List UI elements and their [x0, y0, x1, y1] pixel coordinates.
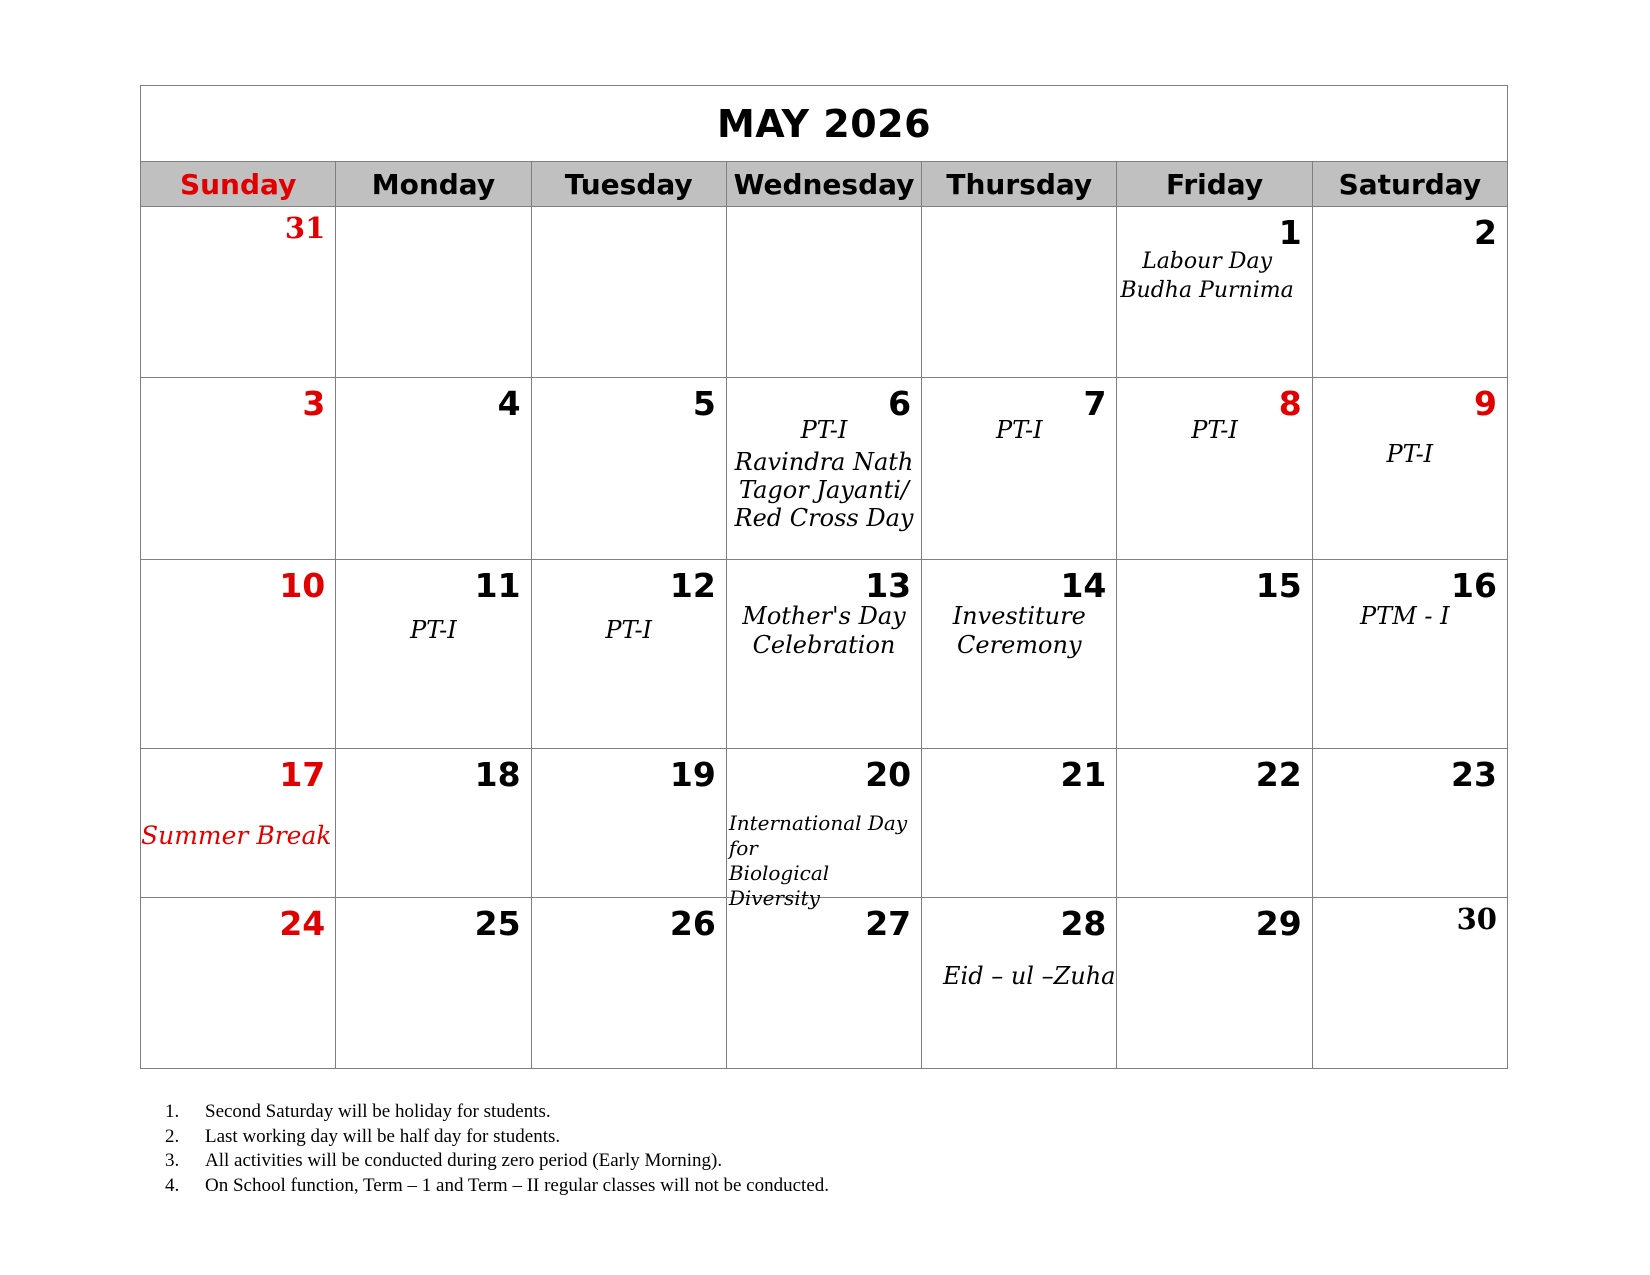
day-number: 5 [692, 384, 716, 423]
day-number: 25 [474, 904, 521, 943]
day-events [727, 416, 921, 532]
event-label: Labour Day [1142, 249, 1272, 274]
event-label: Summer Break [141, 821, 332, 850]
day-cell[interactable] [727, 378, 922, 559]
day-cell[interactable] [1117, 207, 1312, 377]
day-events [922, 602, 1116, 660]
event-label: Biological Diversity [728, 861, 830, 910]
day-cell[interactable] [1313, 378, 1507, 559]
note-item [165, 1149, 829, 1174]
day-events [532, 616, 726, 645]
note-text: All activities will be conducted during zero period (Early Morning). [205, 1150, 723, 1171]
note-item [165, 1174, 829, 1199]
day-cell[interactable] [1117, 378, 1312, 559]
weekday-sunday: Sunday [141, 162, 336, 206]
calendar-grid [141, 207, 1507, 1068]
day-events [1303, 602, 1507, 631]
day-number: 6 [888, 384, 912, 423]
day-number: 29 [1255, 904, 1302, 943]
day-cell[interactable] [141, 378, 336, 559]
day-cell[interactable] [141, 560, 336, 748]
event-label: PT-I [605, 616, 653, 644]
weekday-tuesday: Tuesday [532, 162, 727, 206]
day-number: 7 [1083, 384, 1107, 423]
day-events [942, 962, 1116, 991]
weekday-saturday: Saturday [1338, 167, 1482, 201]
day-cell[interactable] [141, 749, 336, 897]
week-row [141, 749, 1507, 910]
event-label: PT-I [1191, 416, 1238, 444]
week-row [141, 560, 1507, 749]
day-cell[interactable] [922, 560, 1117, 748]
day-number: 19 [669, 755, 716, 794]
day-number: 3 [302, 384, 326, 423]
day-cell[interactable] [336, 560, 531, 748]
day-events [1102, 247, 1311, 305]
day-cell[interactable] [1117, 898, 1312, 1068]
day-cell[interactable] [336, 207, 531, 377]
day-cell[interactable] [336, 898, 531, 1068]
day-events [922, 416, 1116, 445]
note-item [165, 1125, 829, 1150]
event-label: Eid – ul –Zuha [943, 962, 1116, 990]
note-number: 4. [165, 1174, 180, 1196]
calendar [140, 85, 1508, 1069]
day-cell[interactable] [922, 207, 1117, 377]
day-number: 12 [669, 566, 716, 605]
calendar-title: MAY 2026 [716, 101, 932, 146]
note-text: Second Saturday will be holiday for students. [205, 1101, 551, 1122]
week-row [141, 378, 1507, 560]
day-events [141, 821, 335, 850]
day-events [729, 811, 921, 911]
day-number: 14 [1060, 566, 1107, 605]
day-events [727, 602, 921, 660]
day-number: 18 [474, 755, 521, 794]
day-cell[interactable] [532, 207, 727, 377]
event-label: PT-I [995, 416, 1043, 444]
day-cell[interactable] [141, 898, 336, 1068]
event-label: PT-I [800, 416, 848, 444]
day-number: 1 [1278, 213, 1302, 252]
week-row [141, 898, 1507, 1068]
day-cell[interactable] [141, 207, 336, 377]
note-text: On School function, Term – 1 and Term – II regular classes will not be conducted. [205, 1174, 830, 1196]
day-cell[interactable] [1313, 898, 1507, 1068]
day-cell[interactable] [532, 560, 727, 748]
day-number: 13 [865, 566, 912, 605]
day-number: 28 [1060, 904, 1107, 943]
note-item [165, 1100, 829, 1125]
day-number: 21 [1060, 755, 1107, 794]
event-label: Tagor Jayanti/ [738, 476, 909, 504]
day-events [1117, 416, 1311, 445]
day-cell[interactable] [532, 898, 727, 1068]
day-cell[interactable] [922, 749, 1117, 897]
day-cell[interactable] [922, 378, 1117, 559]
day-number: 30 [1456, 902, 1497, 936]
event-label: Red Cross Day [734, 504, 914, 532]
note-number: 2. [165, 1125, 180, 1147]
weekday-wednesday: Wednesday [727, 162, 922, 206]
event-label: PTM - I [1360, 602, 1450, 630]
day-cell[interactable] [922, 898, 1117, 1068]
note-text: Last working day will be half day for students. [205, 1125, 561, 1147]
day-cell[interactable] [1117, 749, 1312, 897]
day-cell[interactable] [727, 749, 922, 910]
day-events [336, 616, 530, 645]
note-number: 1. [165, 1101, 180, 1122]
day-number: 15 [1255, 566, 1302, 605]
day-number: 23 [1451, 755, 1497, 794]
day-cell[interactable] [1313, 207, 1507, 377]
day-number: 11 [474, 566, 521, 605]
day-cell[interactable] [727, 898, 922, 1068]
day-number: 17 [279, 755, 326, 794]
day-number: 4 [497, 384, 521, 423]
day-number: 10 [279, 566, 326, 605]
event-label: PT-I [410, 616, 457, 644]
day-cell[interactable] [1313, 560, 1507, 748]
note-number: 3. [165, 1150, 180, 1171]
weekday-thursday: Thursday [922, 162, 1117, 206]
day-number: 26 [669, 904, 716, 943]
day-cell[interactable] [336, 378, 531, 559]
event-label: International Day for [728, 811, 908, 860]
day-cell[interactable] [1313, 749, 1507, 897]
week-row [141, 207, 1507, 378]
day-events [1313, 440, 1507, 469]
event-label: Mother's Day [742, 602, 906, 630]
event-label: Ceremony [957, 631, 1082, 659]
event-label: Celebration [752, 631, 896, 659]
day-number: 8 [1278, 384, 1302, 423]
day-number: 24 [279, 904, 326, 943]
notes-list [165, 1100, 829, 1198]
day-cell[interactable] [532, 378, 727, 559]
day-number: 22 [1255, 755, 1302, 794]
day-cell[interactable] [336, 749, 531, 897]
calendar-title-row [141, 86, 1507, 162]
day-cell[interactable] [1117, 560, 1312, 748]
event-label: PT-I [1386, 440, 1434, 468]
weekday-friday: Friday [1117, 162, 1312, 206]
event-label: Budha Purnima [1120, 278, 1294, 303]
day-cell[interactable] [727, 207, 922, 377]
event-label: Investiture [952, 602, 1086, 630]
day-number: 2 [1474, 213, 1497, 252]
day-number: 20 [865, 755, 912, 794]
event-label: Ravindra Nath [734, 448, 914, 476]
day-number: 16 [1451, 566, 1497, 605]
day-cell[interactable] [532, 749, 727, 897]
day-number: 27 [865, 904, 912, 943]
day-number: 31 [284, 211, 326, 245]
day-cell[interactable] [727, 560, 922, 748]
day-number: 9 [1474, 384, 1497, 423]
weekday-header [141, 162, 1507, 207]
weekday-monday: Monday [336, 162, 531, 206]
